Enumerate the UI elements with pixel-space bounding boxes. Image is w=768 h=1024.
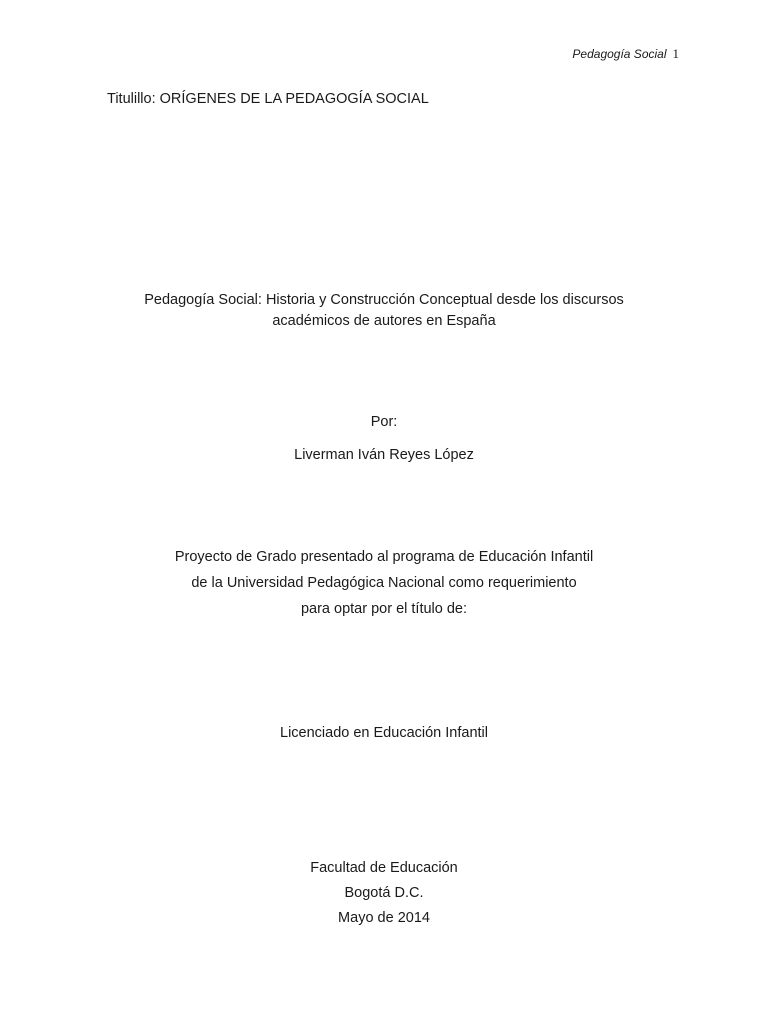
author-name: Liverman Iván Reyes López [294, 447, 474, 463]
page-number: 1 [672, 46, 679, 61]
title-line-2: académicos de autores en España [272, 313, 496, 329]
faculty-name: Facultad de Educación [310, 860, 458, 876]
title-line-1: Pedagogía Social: Historia y Construcción Conceptual desde los discursos [144, 292, 624, 308]
city: Bogotá D.C. [344, 885, 424, 901]
project-line-3: para optar por el título de: [300, 601, 468, 617]
date: Mayo de 2014 [338, 910, 430, 926]
running-head [572, 46, 679, 62]
titulillo: Titulillo: ORÍGENES DE LA PEDAGOGÍA SOCIAL [107, 91, 429, 107]
document-title [0, 290, 768, 332]
project-statement [0, 544, 768, 622]
by-label: Por: [370, 414, 398, 430]
project-line-1: Proyecto de Grado presentado al programa de Educación Infantil [174, 549, 594, 565]
degree-title: Licenciado en Educación Infantil [280, 725, 488, 741]
institution-block [0, 856, 768, 931]
running-head-title: Pedagogía Social [572, 47, 667, 61]
project-line-2: de la Universidad Pedagógica Nacional como requerimiento [191, 575, 577, 591]
